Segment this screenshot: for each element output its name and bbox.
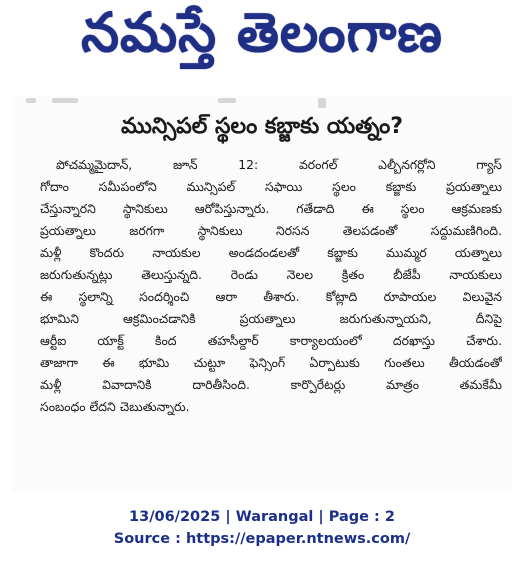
- article-line: మళ్లీ కొందరు నాయకుల అండదండలతో కబ్జాకు ముమ్మర యత్నాలు: [40, 245, 502, 260]
- article-line: మళ్లీ వివాదానికి దారితీసింది. కార్పొరేటర్లు మాత్రం తమకేమీ: [40, 377, 502, 392]
- print-speck: [318, 98, 326, 108]
- article-line: గోదాం సమీపంలోని మున్సిపల్ సఫాయి స్థలం కబ్జాకు ప్రయత్నాలు: [40, 179, 502, 194]
- print-speck: [52, 98, 78, 103]
- article-clipping: [12, 96, 512, 492]
- article-body: [40, 154, 502, 418]
- date-edition-page: 13/06/2025 | Warangal | Page : 2: [129, 509, 395, 525]
- article-headline: మున్సిపల్ స్థలం కబ్జాకు యత్నం?: [120, 114, 404, 139]
- article-line: భూమిని ఆక్రమించడానికి ప్రయత్నాలు జరుగుతున్నాయని, దీనిపై: [40, 311, 502, 326]
- article-line: ప్రయత్నాలు జరగగా స్థానికులు నిరసన తెలపడంతో సద్దుమణిగింది.: [40, 223, 502, 238]
- article-line: తాజాగా ఈ భూమి చుట్టూ ఫెన్సింగ్ ఏర్పాటుకు గుంతలు తీయడంతో: [40, 355, 502, 370]
- clipping-footer: [0, 506, 524, 550]
- print-speck: [26, 98, 36, 103]
- article-line: ఆర్టీఐ యాక్ట్ కింద తహసీల్దార్ కార్యాలయంలో దరఖాస్తు చేశారు.: [40, 333, 502, 348]
- masthead: [0, 0, 524, 78]
- print-speck: [218, 98, 236, 103]
- article-line: జరుగుతున్నట్లు తెలుస్తున్నది. రెండు నెలల క్రితం బీజేపీ నాయకులు: [40, 267, 502, 282]
- newspaper-logo: నమస్తే తెలంగాణ: [81, 0, 443, 64]
- source-link[interactable]: Source : https://epaper.ntnews.com/: [113, 531, 411, 547]
- article-line: ఈ స్థలాన్ని సందర్శించి ఆరా తీశారు. కోట్లాది రూపాయల విలువైన: [40, 289, 502, 304]
- article-line: చేస్తున్నారని స్థానికులు ఆరోపిస్తున్నారు. గతేడాది ఈ స్థలం ఆక్రమణకు: [40, 201, 502, 216]
- article-line: సంబంధం లేదని చెబుతున్నారు.: [40, 399, 190, 414]
- article-line: పోచమ్మమైదాన్, జూన్ 12: వరంగల్ ఎల్బీనగర్లోని గ్యాస్: [56, 157, 502, 172]
